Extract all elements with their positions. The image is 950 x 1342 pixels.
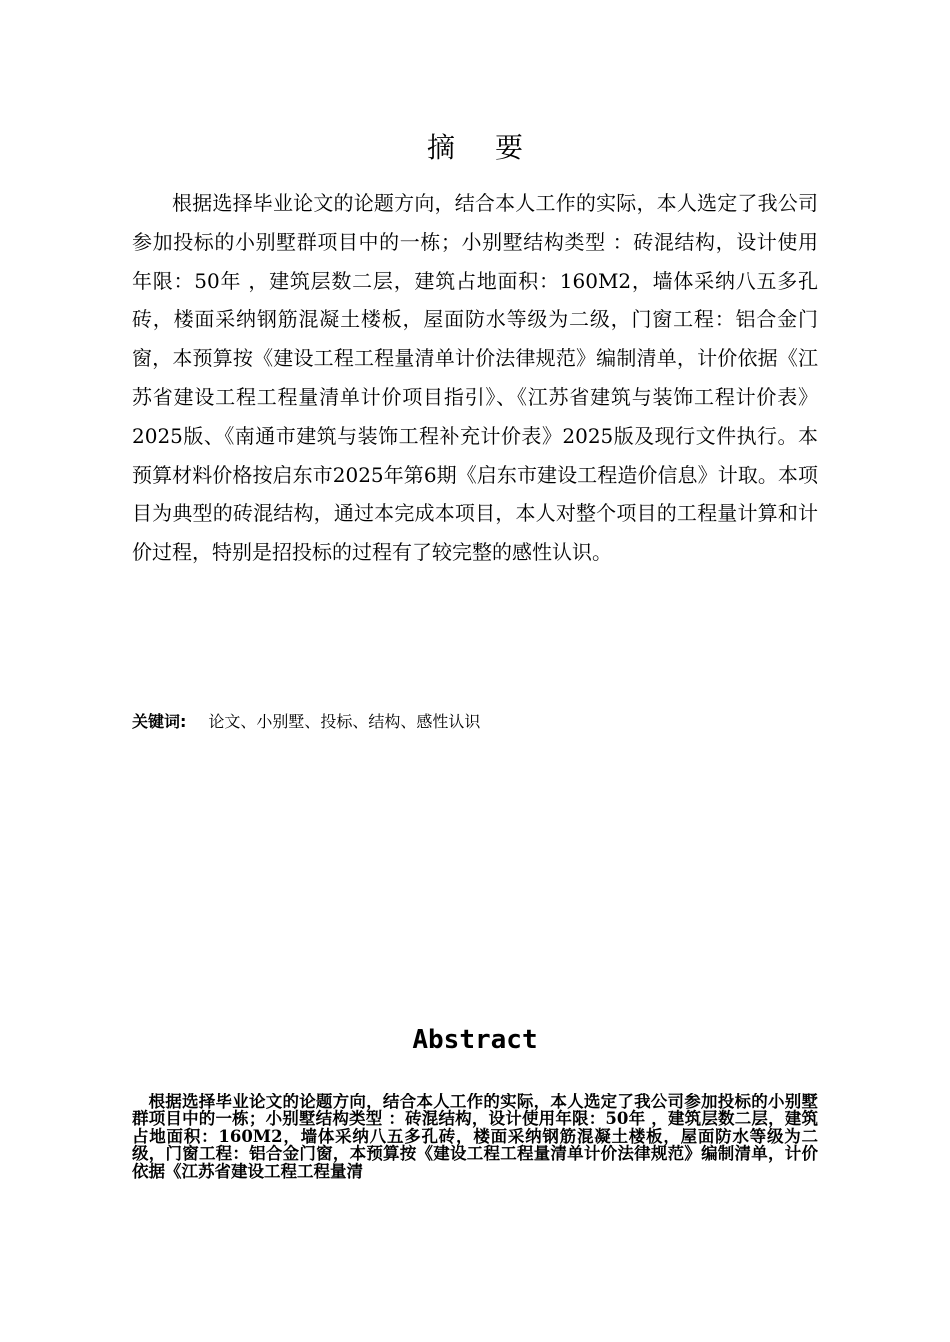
chinese-abstract-title: 摘要 bbox=[426, 131, 563, 164]
english-abstract-title: Abstract bbox=[412, 1025, 538, 1055]
keywords-value: 论文、小别墅、投标、结构、感性认识 bbox=[208, 712, 481, 731]
chinese-abstract-body: 根据选择毕业论文的论题方向，结合本人工作的实际，本人选定了我公司参加投标的小别墅群项目中的一栋；小别墅结构类型 ：砖混结构，设计使用年限：50年 ，建筑层数二层，建筑占地面积：160M2，墙体采纳八五多孔砖，楼面采纳钢筋混凝土楼板，屋面防水等级为二级，门窗工程：铝合金门窗，本预算按《建设工程工程量清单计价法律规范》编制清单，计价依据《江苏省建设工程工程量清单计价项目指引》、《江苏省建筑与装饰工程计价表》2025版、《南通市建筑与装饰工程补充计价表》2025版及现行文件执行。本预算材料价格按启东市2025年第6期《启东市建设工程造价信息》计取。本项目为典型的砖混结构，通过本完成本项目，本人对整个项目的工程量计算和计价过程，特别是招投标的过程有了较完整的感性认识。 bbox=[132, 191, 818, 565]
english-abstract-body: 根据选择毕业论文的论题方向，结合本人工作的实际，本人选定了我公司参加投标的小别墅群项目中的一栋；小别墅结构类型 ：砖混结构，设计使用年限：50年 ，建筑层数二层，建筑占地面积：160M2，墙体采纳八五多孔砖，楼面采纳钢筋混凝土楼板，屋面防水等级为二级，门窗工程：铝合金门窗，本预算按《建设工程工程量清单计价法律规范》编制清单，计价依据《江苏省建设工程工程量清 bbox=[132, 1093, 818, 1181]
keywords-line bbox=[132, 710, 818, 734]
keywords-label: 关键词: bbox=[132, 712, 187, 731]
